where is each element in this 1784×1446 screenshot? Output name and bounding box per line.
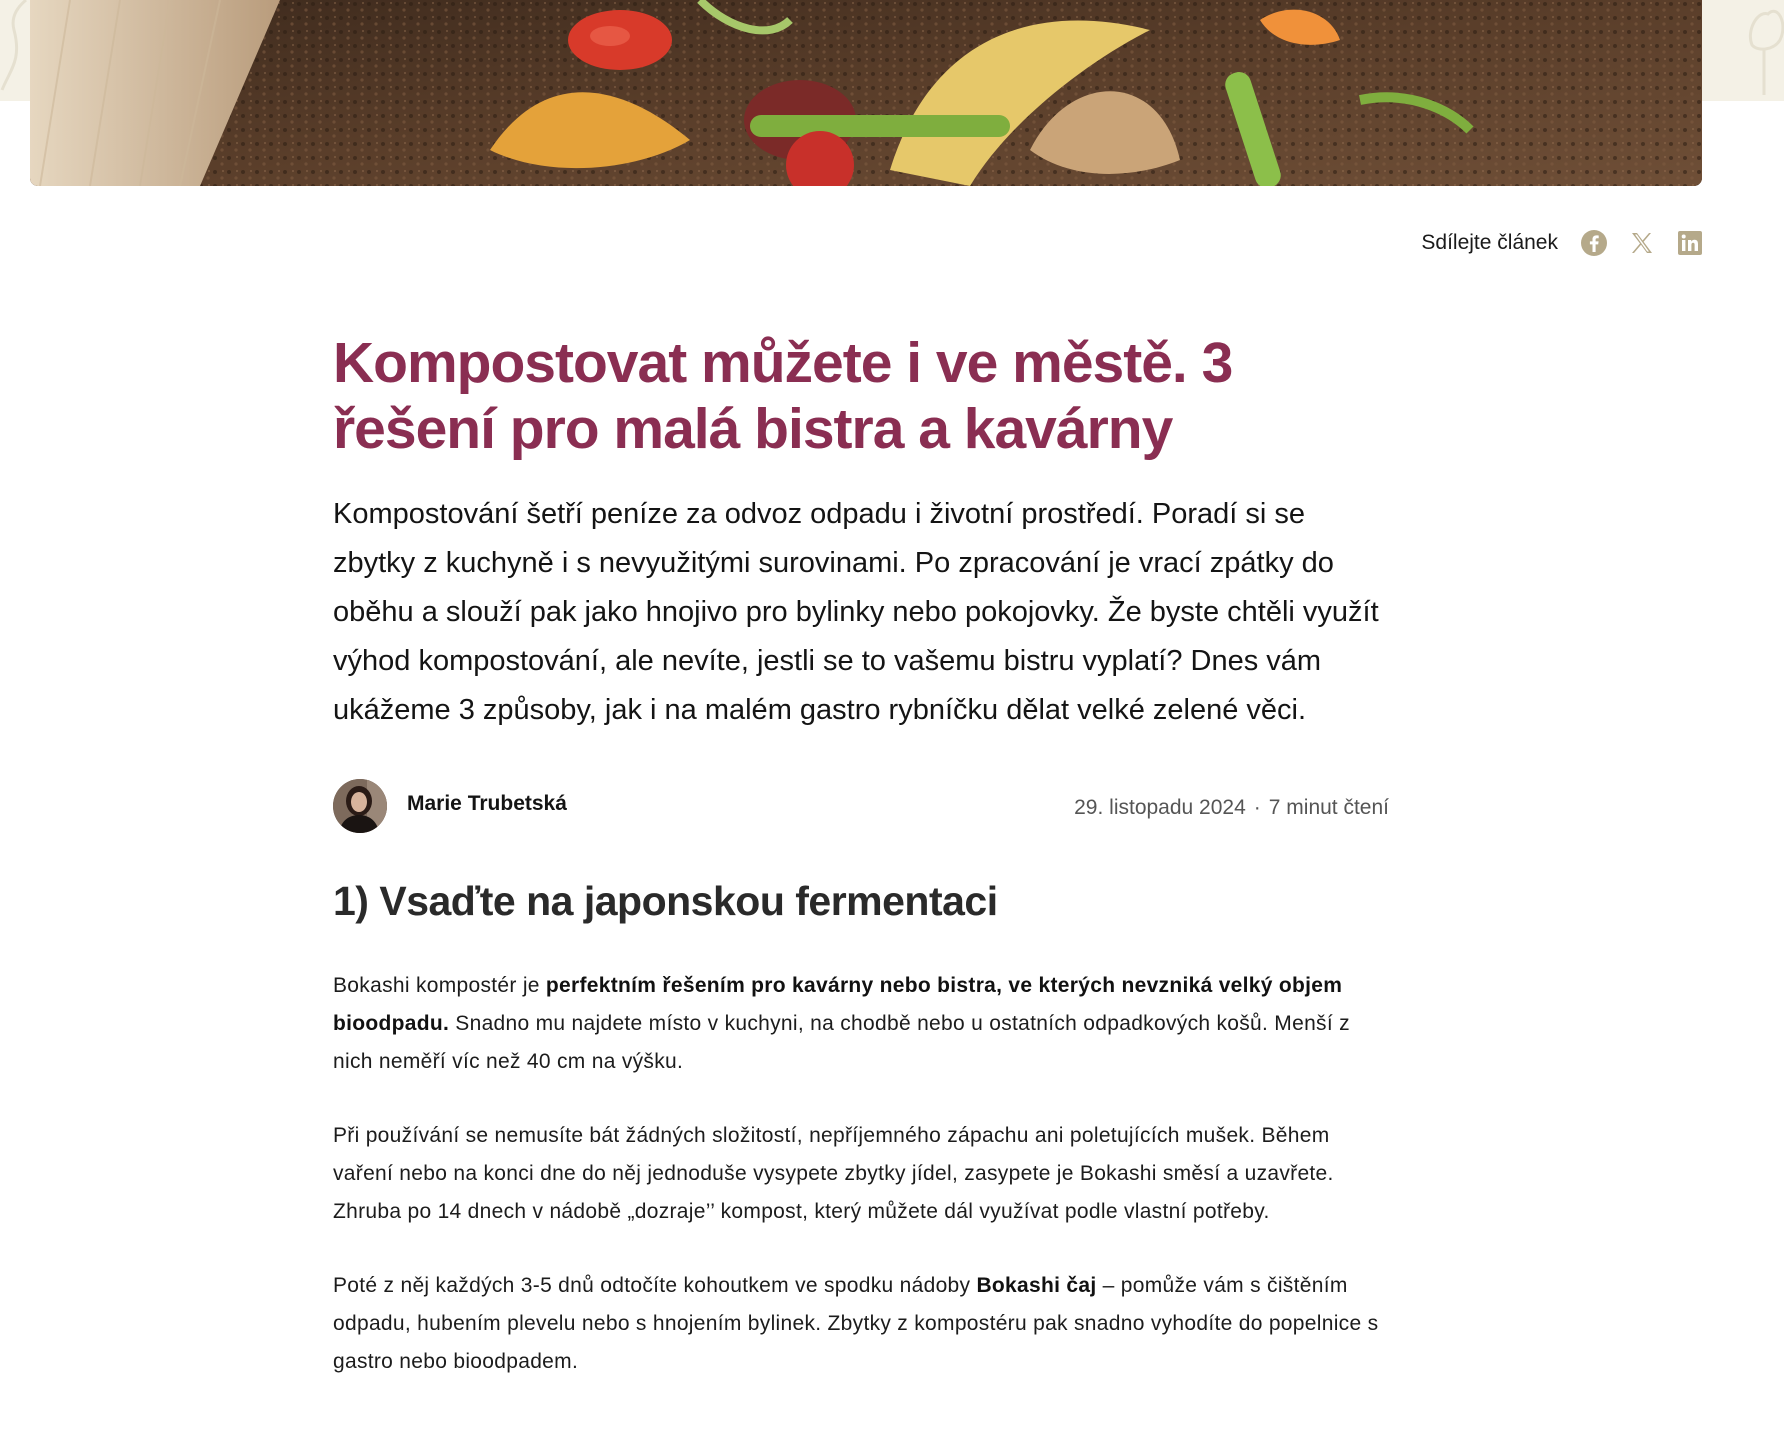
paragraph-text: – pomůže vám s čištěním odpadu, hubením plevelu nebo s hnojením bylinek. Zbytky z kompostéru pak snadno vyhodíte do popelnice s gastro nebo bioodpadem. (333, 1274, 1379, 1373)
x-icon[interactable] (1628, 229, 1656, 257)
article-title: Kompostovat můžete i ve městě. 3 řešení pro malá bistra a kavárny (333, 331, 1233, 461)
publish-date: 29. listopadu 2024 (1074, 796, 1246, 819)
paragraph-1 (333, 967, 1393, 1081)
linkedin-icon[interactable] (1676, 229, 1704, 257)
read-time: 7 minut čtení (1268, 796, 1389, 819)
section-heading: 1) Vsaďte na japonskou fermentaci (333, 878, 998, 924)
paragraph-bold-text: Bokashi čaj (976, 1274, 1097, 1297)
share-label: Sdílejte článek (1421, 231, 1558, 254)
article-lead: Kompostování šetří peníze za odvoz odpadu i životní prostředí. Poradí si se zbytky z kuchyně i s nevyužitými surovinami. Po zpracování je vrací zpátky do oběhu a slouží pak jako hnojivo pro bylinky nebo pokojovky. Že byste chtěli využít výhod kompostování, ale nevíte, jestli se to vašemu bistru vyplatí? Dnes vám ukážeme 3 způsoby, jak i na malém gastro rybníčku dělat velké zelené věci. (333, 498, 1379, 726)
share-bar (1421, 226, 1704, 260)
paragraph-text: Snadno mu najdete místo v kuchyni, na chodbě nebo u ostatních odpadkových košů. Menší z nich neměří víc než 40 cm na výšku. (333, 1012, 1350, 1073)
decorative-illustration (1744, 0, 1784, 101)
article-meta (333, 779, 1393, 835)
meta-separator: · (1253, 796, 1261, 819)
article (333, 330, 1393, 1381)
paragraph-text: Bokashi kompostér je (333, 974, 546, 997)
author-name[interactable]: Marie Trubetská (407, 792, 567, 815)
paragraph-2: Při používání se nemusíte bát žádných složitostí, nepříjemného zápachu ani poletujících mušek. Během vaření nebo na konci dne do něj jednoduše vysypete zbytky jídel, zasypete je Bokashi směsí a uzavřete. Zhruba po 14 dnech v nádobě „dozraje’’ kompost, který můžete dál využívat podle vlastní potřeby. (333, 1124, 1334, 1223)
hero-image (30, 0, 1702, 186)
paragraph-3 (333, 1267, 1393, 1381)
facebook-icon[interactable] (1580, 229, 1608, 257)
paragraph-bold-text: perfektním řešením pro kavárny nebo bistra, ve kterých nevzniká velký objem bioodpadu. (333, 974, 1343, 1035)
article-date-info (1074, 796, 1389, 820)
paragraph-text: Poté z něj každých 3-5 dnů odtočíte kohoutkem ve spodku nádoby (333, 1274, 977, 1297)
author-avatar[interactable] (333, 779, 387, 833)
